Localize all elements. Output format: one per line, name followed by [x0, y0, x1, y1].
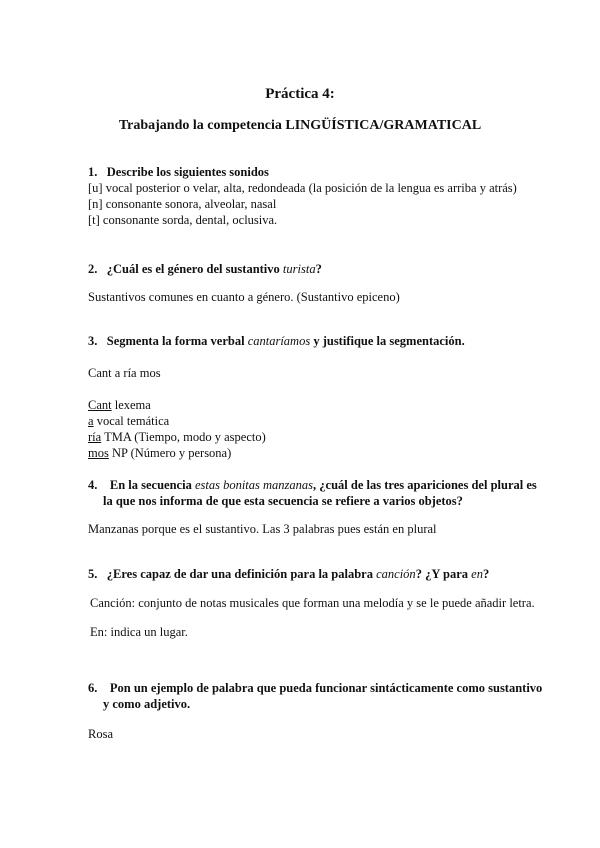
- q5-answer-en: En: indica un lugar.: [90, 625, 188, 639]
- q2-heading: [88, 262, 322, 277]
- q4-heading-word: estas bonitas manzanas: [194, 478, 314, 492]
- q6-number: 6.: [88, 681, 98, 695]
- q3-morph-mos: mos: [88, 446, 109, 460]
- q3-morph-cant: Cant: [88, 398, 112, 412]
- q5-heading-word2: en: [471, 567, 483, 581]
- q4-heading-pre: En la secuencia: [109, 478, 195, 492]
- q5-answer-cancion: Canción: conjunto de notas musicales que forman una melodía y se le puede añadir letra.: [90, 596, 535, 610]
- q4-heading-line2: la que nos informa de que esta secuencia se refiere a varios objetos?: [103, 494, 463, 508]
- q2-heading-word: turista: [282, 262, 316, 276]
- q3-part-lexema: Cant lexema: [88, 398, 151, 412]
- q4-heading-post: , ¿cuál de las tres apariciones del plural es: [313, 478, 537, 492]
- q2-answer: Sustantivos comunes en cuanto a género. (Sustantivo epiceno): [88, 290, 400, 304]
- q5-heading-post: ?: [482, 567, 490, 581]
- q3-heading: [88, 334, 465, 349]
- q2-heading-pre: ¿Cuál es el género del sustantivo: [106, 262, 283, 276]
- q3-heading-post: y justifique la segmentación.: [310, 334, 465, 348]
- q1-line-t: [t] consonante sorda, dental, oclusiva.: [88, 213, 278, 227]
- q5-heading-pre: ¿Eres capaz de dar una definición para la palabra: [106, 567, 377, 581]
- q6-answer: Rosa: [88, 727, 113, 741]
- q2-heading-post: ?: [315, 262, 322, 276]
- q3-morph-a: a: [88, 414, 94, 428]
- q5-number: 5.: [88, 567, 98, 581]
- q5-heading: [88, 567, 489, 582]
- q1-heading: [88, 165, 269, 180]
- q3-part-np: mos NP (Número y persona): [88, 446, 232, 460]
- q3-heading-word: cantaríamos: [247, 334, 311, 348]
- q3-heading-pre: Segmenta la forma verbal: [106, 334, 248, 348]
- q6-heading-line2: y como adjetivo.: [103, 697, 191, 711]
- q6-heading: [88, 681, 542, 696]
- q3-part-tma: ría TMA (Tiempo, modo y aspecto): [88, 430, 266, 444]
- q2-number: 2.: [88, 262, 98, 276]
- q1-line-n: [n] consonante sonora, alveolar, nasal: [88, 197, 277, 211]
- page-title: Práctica 4:: [265, 86, 335, 102]
- q3-segmentation: Cant a ría mos: [88, 366, 161, 380]
- q6-heading-line1: Pon un ejemplo de palabra que pueda funcionar sintácticamente como sustantivo: [109, 681, 543, 695]
- q3-part-vocal: a vocal temática: [88, 414, 170, 428]
- q4-answer: Manzanas porque es el sustantivo. Las 3 palabras pues están en plural: [88, 522, 437, 536]
- q1-number: 1.: [88, 165, 98, 179]
- q4-heading: [88, 478, 537, 493]
- q5-heading-mid: ? ¿Y para: [415, 567, 472, 581]
- q1-heading-text: Describe los siguientes sonidos: [106, 165, 269, 179]
- q4-number: 4.: [88, 478, 98, 492]
- q5-heading-word: canción: [376, 567, 416, 581]
- q3-number: 3.: [88, 334, 98, 348]
- q3-morph-ria: ría: [88, 430, 102, 444]
- q1-line-u: [u] vocal posterior o velar, alta, redondeada (la posición de la lengua es arriba y atrás): [88, 181, 517, 195]
- page-subtitle: Trabajando la competencia LINGÜÍSTICA/GRAMATICAL: [118, 118, 482, 133]
